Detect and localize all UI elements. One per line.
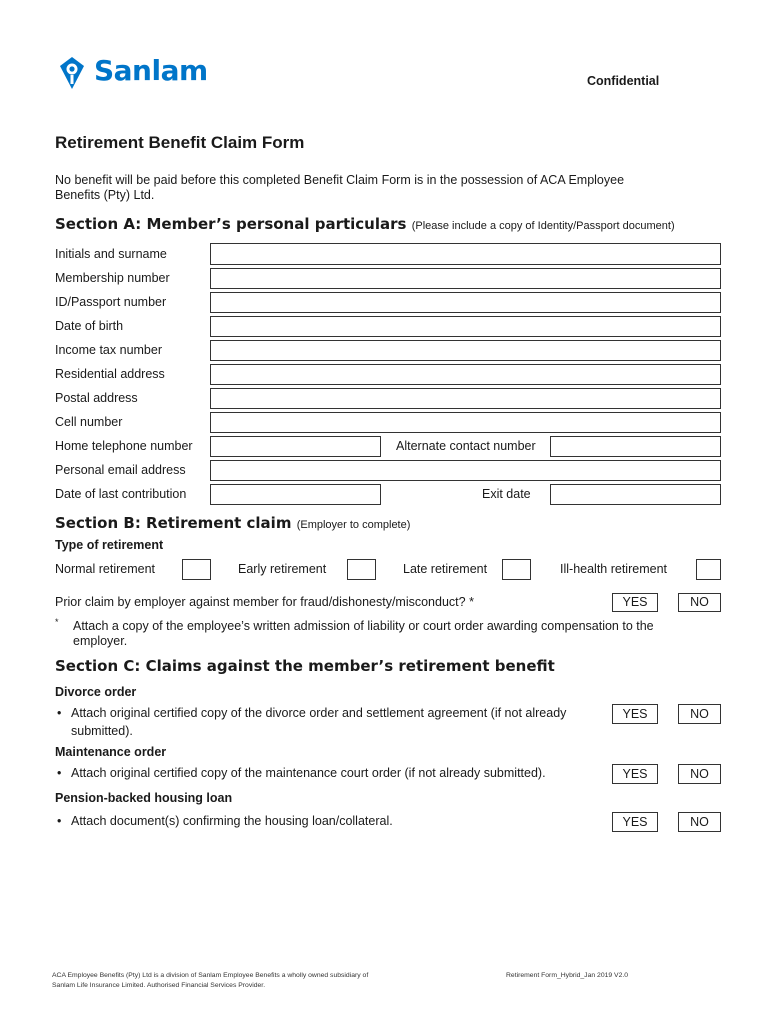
- footer-right: Retirement Form_Hybrid_Jan 2019 V2.0: [506, 972, 629, 979]
- prior-claim-question: Prior claim by employer against member for fraud/dishonesty/misconduct? *: [55, 595, 474, 609]
- label-postal-address: Postal address: [55, 391, 138, 405]
- section-c-heading: Section C: Claims against the member’s retirement benefit: [55, 657, 555, 675]
- divorce-yes[interactable]: YES: [612, 704, 658, 724]
- label-date-of-birth: Date of birth: [55, 319, 124, 333]
- divorce-line-2: submitted).: [71, 724, 133, 738]
- sanlam-shield-icon: [57, 56, 87, 90]
- input-home-telephone[interactable]: [210, 436, 381, 457]
- input-income-tax[interactable]: [210, 340, 721, 361]
- label-id-passport: ID/Passport number: [55, 295, 167, 309]
- housing-no[interactable]: NO: [678, 812, 721, 832]
- maintenance-no[interactable]: NO: [678, 764, 721, 784]
- input-exit-date[interactable]: [550, 484, 721, 505]
- label-home-telephone: Home telephone number: [55, 439, 193, 453]
- label-last-contribution: Date of last contribution: [55, 487, 187, 501]
- section-b-note: (Employer to complete): [296, 519, 411, 531]
- label-early-retirement: Early retirement: [238, 562, 327, 576]
- input-date-of-birth[interactable]: [210, 316, 721, 337]
- asterisk-marker: *: [55, 617, 59, 627]
- prior-claim-no[interactable]: NO: [678, 593, 721, 612]
- intro-line-1: No benefit will be paid before this completed Benefit Claim Form is in the possession of ACA Employee: [55, 173, 625, 187]
- divorce-order-heading: Divorce order: [55, 685, 137, 699]
- divorce-no[interactable]: NO: [678, 704, 721, 724]
- label-ill-health-retirement: Ill-health retirement: [560, 562, 667, 576]
- label-alternate-contact: Alternate contact number: [396, 439, 536, 453]
- input-residential-address[interactable]: [210, 364, 721, 385]
- maintenance-bullet: •: [57, 766, 62, 780]
- label-personal-email: Personal email address: [55, 463, 186, 477]
- maintenance-order-heading: Maintenance order: [55, 745, 167, 759]
- label-late-retirement: Late retirement: [403, 562, 488, 576]
- section-a-heading: Section A: Member’s personal particulars (Please include a copy of Identity/Passport document): [55, 215, 675, 233]
- maintenance-yes[interactable]: YES: [612, 764, 658, 784]
- housing-bullet: •: [57, 814, 62, 828]
- input-membership-number[interactable]: [210, 268, 721, 289]
- housing-line: Attach document(s) confirming the housing loan/collateral.: [71, 814, 393, 828]
- input-cell-number[interactable]: [210, 412, 721, 433]
- checkbox-normal-retirement[interactable]: [182, 559, 211, 580]
- footer-left-line-1: ACA Employee Benefits (Pty) Ltd is a division of Sanlam Employee Benefits a wholly owned subsidiary of: [52, 972, 369, 979]
- input-personal-email[interactable]: [210, 460, 721, 481]
- attach-note-line-1: Attach a copy of the employee’s written admission of liability or court order awarding compensation to the: [73, 619, 654, 633]
- housing-loan-heading: Pension-backed housing loan: [55, 791, 233, 805]
- input-initials-surname[interactable]: [210, 243, 721, 265]
- checkbox-early-retirement[interactable]: [347, 559, 376, 580]
- checkbox-late-retirement[interactable]: [502, 559, 531, 580]
- input-alternate-contact[interactable]: [550, 436, 721, 457]
- divorce-bullet: •: [57, 706, 62, 720]
- label-membership-number: Membership number: [55, 271, 170, 285]
- label-initials-surname: Initials and surname: [55, 247, 167, 261]
- attach-note-line-2: employer.: [73, 634, 128, 648]
- footer-left-line-2: Sanlam Life Insurance Limited. Authorised Financial Services Provider.: [52, 982, 266, 989]
- label-exit-date: Exit date: [482, 487, 531, 501]
- page-title: Retirement Benefit Claim Form: [55, 133, 305, 152]
- prior-claim-yes[interactable]: YES: [612, 593, 658, 612]
- maintenance-line: Attach original certified copy of the maintenance court order (if not already submitted).: [71, 766, 546, 780]
- brand-name: Sanlam: [94, 54, 208, 87]
- input-last-contribution[interactable]: [210, 484, 381, 505]
- divorce-line-1: Attach original certified copy of the divorce order and settlement agreement (if not already: [71, 706, 567, 720]
- input-postal-address[interactable]: [210, 388, 721, 409]
- type-of-retirement-heading: Type of retirement: [55, 538, 164, 552]
- section-b-heading: Section B: Retirement claim (Employer to complete): [55, 514, 411, 532]
- input-id-passport[interactable]: [210, 292, 721, 313]
- sanlam-logo: [57, 54, 217, 94]
- confidential-label: Confidential: [587, 74, 660, 88]
- label-income-tax: Income tax number: [55, 343, 162, 357]
- housing-yes[interactable]: YES: [612, 812, 658, 832]
- section-a-note: (Please include a copy of Identity/Passport document): [411, 220, 675, 232]
- intro-line-2: Benefits (Pty) Ltd.: [55, 188, 155, 202]
- checkbox-ill-health-retirement[interactable]: [696, 559, 721, 580]
- label-cell-number: Cell number: [55, 415, 123, 429]
- label-residential-address: Residential address: [55, 367, 165, 381]
- label-normal-retirement: Normal retirement: [55, 562, 156, 576]
